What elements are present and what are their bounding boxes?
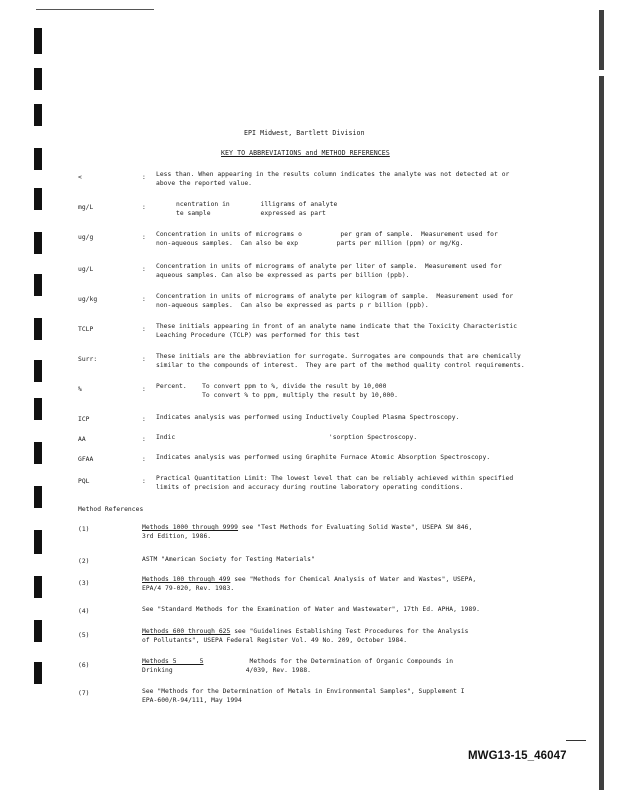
- reference-text-line: ASTM "American Society for Testing Materials": [142, 556, 315, 563]
- definition-text-line: These initials are the abbreviation for surrogate. Surrogates are compounds that are chemically: [156, 353, 521, 360]
- reference-text-line: See "Standard Methods for the Examination of Water and Wastewater", 17th Ed. APHA, 1989.: [142, 606, 481, 613]
- bates-stamp: MWG13-15_46047: [468, 750, 567, 762]
- definition-text-line: Leaching Procedure (TCLP) was performed for this test: [156, 332, 360, 339]
- reference-text-line: [142, 524, 472, 531]
- reference-number: (3): [78, 580, 90, 587]
- reference-text-line: [142, 658, 453, 665]
- reference-text: Methods for the Determination of Organic Compounds in: [203, 658, 454, 665]
- definition-separator: :: [142, 204, 146, 211]
- definition-text-line: Concentration in units of micrograms of analyte per kilogram of sample. Measurement used for: [156, 293, 514, 300]
- reference-number: (4): [78, 608, 90, 615]
- reference-number: (7): [78, 690, 90, 697]
- reference-text-line: 3rd Edition, 1986.: [142, 533, 212, 540]
- binder-mark: [34, 68, 42, 90]
- definition-separator: :: [142, 456, 146, 463]
- binder-mark: [34, 442, 42, 464]
- definition-term: %: [78, 386, 82, 393]
- document-title: EPI Midwest, Bartlett Division: [244, 129, 365, 137]
- definition-separator: :: [142, 234, 146, 241]
- definition-term: ug/kg: [78, 296, 98, 303]
- method-references-heading: Method References: [78, 506, 144, 513]
- definition-term: GFAA: [78, 456, 94, 463]
- definition-text-line: Concentration in units of micrograms of analyte per liter of sample. Measurement used for: [156, 263, 502, 270]
- definition-text-line: aqueous samples. Can also be expressed as parts per billion (ppb).: [156, 272, 410, 279]
- definition-separator: :: [142, 326, 146, 333]
- definition-term: PQL: [78, 478, 90, 485]
- reference-method-range: Methods 100 through 499: [142, 576, 231, 583]
- reference-number: (1): [78, 526, 90, 533]
- definition-term: AA: [78, 436, 86, 443]
- reference-number: (6): [78, 662, 90, 669]
- definition-term: mg/L: [78, 204, 94, 211]
- binder-mark: [34, 360, 42, 382]
- scan-edge-shadow: [599, 10, 604, 790]
- reference-text: see "Guidelines Establishing Test Procedures for the Analysis: [230, 628, 469, 635]
- reference-text-line: [142, 628, 469, 635]
- binder-mark: [34, 318, 42, 340]
- definition-text-line: Indicates analysis was performed using Inductively Coupled Plasma Spectroscopy.: [156, 414, 460, 421]
- definition-separator: :: [142, 478, 146, 485]
- binder-mark: [34, 576, 42, 598]
- binder-mark: [34, 232, 42, 254]
- binder-mark: [34, 188, 42, 210]
- reference-method-range: Methods 5 5: [142, 658, 204, 665]
- definition-term: Surr:: [78, 356, 98, 363]
- reference-text-line: of Pollutants", USEPA Federal Register Vol. 49 No. 209, October 1984.: [142, 637, 408, 644]
- definition-term: ug/L: [78, 266, 94, 273]
- binder-mark: [34, 398, 42, 420]
- binder-mark: [34, 486, 42, 508]
- binder-mark: [34, 530, 42, 554]
- definition-term: <: [78, 174, 82, 181]
- definition-text-line: non-aqueous samples. Can also be exp parts per million (ppm) or mg/Kg.: [156, 240, 464, 247]
- definition-term: ICP: [78, 416, 90, 423]
- binder-mark: [34, 662, 42, 684]
- scan-edge-gap: [599, 70, 604, 76]
- binder-mark: [34, 274, 42, 296]
- definition-text-line: te sample expressed as part: [176, 210, 326, 217]
- definition-text-line: ncentration in illigrams of analyte: [176, 201, 338, 208]
- definition-text-line: These initials appearing in front of an analyte name indicate that the Toxicity Characteristic: [156, 323, 518, 330]
- definition-text-line: Less than. When appearing in the results column indicates the analyte was not detected at or: [156, 171, 510, 178]
- binder-mark: [34, 28, 42, 54]
- reference-text-line: See "Methods for the Determination of Metals in Environmental Samples", Supplement I: [142, 688, 465, 695]
- definition-separator: :: [142, 296, 146, 303]
- definition-text-line: limits of precision and accuracy during routine laboratory operating conditions.: [156, 484, 464, 491]
- reference-text-line: [142, 576, 476, 583]
- definition-text-line: Indic 'sorption Spectroscopy.: [156, 434, 418, 441]
- top-rule: [36, 9, 154, 10]
- stamp-rule: [566, 740, 586, 741]
- definition-separator: :: [142, 356, 146, 363]
- reference-text-line: EPA/4 79-020, Rev. 1983.: [142, 585, 235, 592]
- definition-text-line: non-aqueous samples. Can also be expressed as parts p r billion (ppb).: [156, 302, 429, 309]
- definition-term: TCLP: [78, 326, 94, 333]
- definition-text-line: Percent. To convert ppm to %, divide the result by 10,000: [156, 383, 387, 390]
- reference-text-line: Drinking 4/039, Rev. 1988.: [142, 667, 312, 674]
- binder-mark: [34, 620, 42, 642]
- definition-text-line: To convert % to ppm, multiply the result by 10,000.: [156, 392, 398, 399]
- definition-separator: :: [142, 266, 146, 273]
- definition-text-line: above the reported value.: [156, 180, 253, 187]
- reference-text: see "Methods for Chemical Analysis of Water and Wastes", USEPA,: [230, 576, 477, 583]
- definition-text-line: Practical Quantitation Limit: The lowest level that can be reliably achieved within specified: [156, 475, 514, 482]
- definition-separator: :: [142, 386, 146, 393]
- definition-text-line: Indicates analysis was performed using Graphite Furnace Atomic Absorption Spectroscopy.: [156, 454, 491, 461]
- definition-term: ug/g: [78, 234, 94, 241]
- definition-separator: :: [142, 174, 146, 181]
- binder-mark: [34, 104, 42, 126]
- definition-separator: :: [142, 416, 146, 423]
- reference-method-range: Methods 1000 through 9999: [142, 524, 239, 531]
- binder-mark: [34, 148, 42, 170]
- definition-text-line: similar to the compounds of interest. They are part of the method quality control requirements.: [156, 362, 525, 369]
- document-subtitle: KEY TO ABBREVIATIONS and METHOD REFERENCES: [221, 149, 390, 157]
- reference-number: (5): [78, 632, 90, 639]
- reference-text-line: EPA-600/R-94/111, May 1994: [142, 697, 242, 704]
- definition-separator: :: [142, 436, 146, 443]
- reference-text: see "Test Methods for Evaluating Solid Waste", USEPA SW 846,: [238, 524, 473, 531]
- definition-text-line: Concentration in units of micrograms o per gram of sample. Measurement used for: [156, 231, 498, 238]
- reference-number: (2): [78, 558, 90, 565]
- reference-method-range: Methods 600 through 625: [142, 628, 231, 635]
